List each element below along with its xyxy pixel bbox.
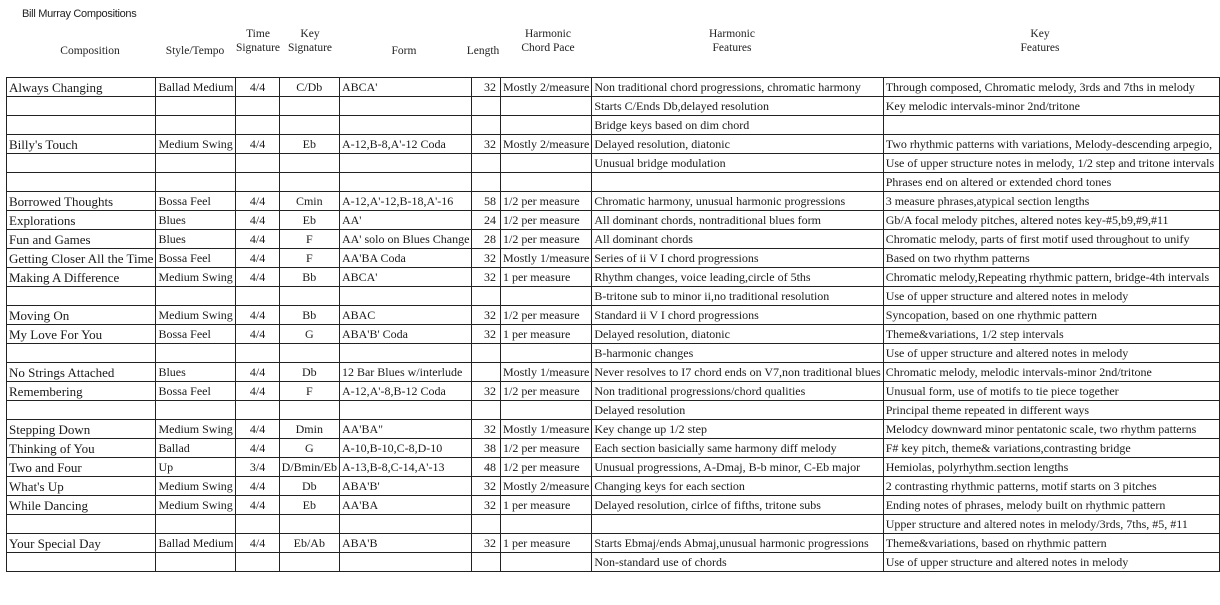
key-signature-cell: Bb [279,268,339,287]
style-tempo-cell [156,154,236,173]
style-tempo-cell [156,401,236,420]
chord-pace-cell: Mostly 1/measure [500,363,591,382]
form-cell: ABA'B [339,534,472,553]
header-chord-pace: Harmonic Chord Pace [521,28,575,54]
time-signature-cell: 4/4 [236,439,279,458]
composition-cell: Stepping Down [7,420,156,439]
header-style-tempo: Style/Tempo [165,45,225,57]
key-signature-cell: D/Bmin/Eb [279,458,339,477]
form-cell: ABA'B' [339,477,472,496]
key-features-cell: Chromatic melody, melodic intervals-minor 2nd/tritone [883,363,1219,382]
time-signature-cell: 4/4 [236,382,279,401]
style-tempo-cell: Bossa Feel [156,382,236,401]
length-cell: 32 [472,268,501,287]
key-signature-cell [279,173,339,192]
table-row [7,249,1220,268]
document-title: Bill Murray Compositions [22,8,137,20]
header-time-signature: Time Signature [235,28,281,54]
harmonic-features-cell: Unusual bridge modulation [592,154,883,173]
composition-cell [7,173,156,192]
harmonic-features-cell: Each section basicially same harmony diff melody [592,439,883,458]
style-tempo-cell [156,97,236,116]
composition-cell: Always Changing [7,78,156,97]
harmonic-features-cell: Delayed resolution [592,401,883,420]
length-cell: 32 [472,135,501,154]
chord-pace-cell [500,97,591,116]
form-cell [339,401,472,420]
table-row [7,135,1220,154]
table-row [7,230,1220,249]
time-signature-cell: 4/4 [236,230,279,249]
key-signature-cell [279,344,339,363]
style-tempo-cell: Medium Swing [156,496,236,515]
style-tempo-cell: Blues [156,211,236,230]
key-signature-cell [279,287,339,306]
form-cell [339,154,472,173]
header-key-signature: Key Signature [287,28,333,54]
chord-pace-cell: 1/2 per measure [500,439,591,458]
time-signature-cell: 4/4 [236,249,279,268]
key-signature-cell: G [279,325,339,344]
key-signature-cell: Db [279,477,339,496]
composition-cell: Explorations [7,211,156,230]
time-signature-cell [236,515,279,534]
harmonic-features-cell: B-harmonic changes [592,344,883,363]
table-row [7,287,1220,306]
form-cell: AA'BA [339,496,472,515]
key-features-cell: Through composed, Chromatic melody, 3rds and 7ths in melody [883,78,1219,97]
form-cell: ABCA' [339,78,472,97]
table-row [7,496,1220,515]
length-cell [472,553,501,572]
form-cell: 12 Bar Blues w/interlude [339,363,472,382]
key-features-cell: Chromatic melody,Repeating rhythmic pattern, bridge-4th intervals [883,268,1219,287]
composition-cell [7,154,156,173]
key-signature-cell [279,401,339,420]
composition-cell: Moving On [7,306,156,325]
form-cell: ABCA' [339,268,472,287]
chord-pace-cell: Mostly 2/measure [500,78,591,97]
style-tempo-cell [156,287,236,306]
harmonic-features-cell: All dominant chords [592,230,883,249]
style-tempo-cell: Medium Swing [156,306,236,325]
harmonic-features-cell: Starts Ebmaj/ends Abmaj,unusual harmonic progressions [592,534,883,553]
length-cell: 32 [472,382,501,401]
time-signature-cell: 4/4 [236,496,279,515]
harmonic-features-cell: Bridge keys based on dim chord [592,116,883,135]
chord-pace-cell: 1/2 per measure [500,192,591,211]
key-features-cell: Two rhythmic patterns with variations, Melody-descending arpegio, [883,135,1219,154]
table-row [7,458,1220,477]
style-tempo-cell: Bossa Feel [156,192,236,211]
length-cell [472,363,501,382]
harmonic-features-cell: Key change up 1/2 step [592,420,883,439]
chord-pace-cell: 1 per measure [500,268,591,287]
composition-cell [7,97,156,116]
style-tempo-cell [156,344,236,363]
chord-pace-cell: 1/2 per measure [500,382,591,401]
length-cell: 58 [472,192,501,211]
key-features-cell: Principal theme repeated in different ways [883,401,1219,420]
key-features-cell: Key melodic intervals-minor 2nd/tritone [883,97,1219,116]
form-cell: ABAC [339,306,472,325]
composition-cell: Borrowed Thoughts [7,192,156,211]
chord-pace-cell: 1/2 per measure [500,306,591,325]
form-cell: AA'BA" [339,420,472,439]
header-key-features: Key Features [1020,28,1060,54]
length-cell: 32 [472,249,501,268]
time-signature-cell: 3/4 [236,458,279,477]
time-signature-cell: 4/4 [236,534,279,553]
composition-cell [7,287,156,306]
table-row [7,363,1220,382]
harmonic-features-cell: Starts C/Ends Db,delayed resolution [592,97,883,116]
harmonic-features-cell: Non-standard use of chords [592,553,883,572]
chord-pace-cell [500,344,591,363]
length-cell [472,287,501,306]
chord-pace-cell: Mostly 1/measure [500,249,591,268]
harmonic-features-cell: Chromatic harmony, unusual harmonic progressions [592,192,883,211]
length-cell [472,344,501,363]
chord-pace-cell: Mostly 2/measure [500,135,591,154]
form-cell [339,553,472,572]
key-features-cell: Syncopation, based on one rhythmic pattern [883,306,1219,325]
composition-cell: Two and Four [7,458,156,477]
harmonic-features-cell: Standard ii V I chord progressions [592,306,883,325]
chord-pace-cell [500,287,591,306]
key-signature-cell: C/Db [279,78,339,97]
harmonic-features-cell [592,515,883,534]
style-tempo-cell: Bossa Feel [156,325,236,344]
chord-pace-cell [500,401,591,420]
table-row [7,534,1220,553]
time-signature-cell [236,287,279,306]
composition-cell: My Love For You [7,325,156,344]
form-cell: A-13,B-8,C-14,A'-13 [339,458,472,477]
key-signature-cell: Bb [279,306,339,325]
key-features-cell: Ending notes of phrases, melody built on rhythmic pattern [883,496,1219,515]
form-cell [339,97,472,116]
composition-cell [7,344,156,363]
composition-cell: No Strings Attached [7,363,156,382]
time-signature-cell: 4/4 [236,135,279,154]
key-features-cell: Use of upper structure and altered notes in melody [883,344,1219,363]
time-signature-cell [236,173,279,192]
key-signature-cell: G [279,439,339,458]
time-signature-cell [236,154,279,173]
form-cell: AA' solo on Blues Change [339,230,472,249]
time-signature-cell: 4/4 [236,363,279,382]
key-signature-cell: Eb [279,496,339,515]
style-tempo-cell [156,553,236,572]
key-signature-cell [279,97,339,116]
form-cell: A-12,A'-12,B-18,A'-16 [339,192,472,211]
time-signature-cell: 4/4 [236,268,279,287]
length-cell: 32 [472,477,501,496]
key-signature-cell: Eb/Ab [279,534,339,553]
compositions-table [6,77,1220,572]
key-signature-cell: F [279,382,339,401]
key-features-cell: Use of upper structure and altered notes in melody [883,553,1219,572]
length-cell [472,116,501,135]
length-cell: 38 [472,439,501,458]
harmonic-features-cell: All dominant chords, nontraditional blues form [592,211,883,230]
key-signature-cell [279,515,339,534]
table-row [7,553,1220,572]
key-signature-cell [279,553,339,572]
table-row [7,154,1220,173]
table-row [7,325,1220,344]
table-row [7,344,1220,363]
harmonic-features-cell: Rhythm changes, voice leading,circle of 5ths [592,268,883,287]
key-features-cell: Phrases end on altered or extended chord tones [883,173,1219,192]
key-features-cell: Melodcy downward minor pentatonic scale, two rhythm patterns [883,420,1219,439]
harmonic-features-cell: Delayed resolution, diatonic [592,135,883,154]
key-features-cell: Unusual form, use of motifs to tie piece together [883,382,1219,401]
composition-cell: What's Up [7,477,156,496]
chord-pace-cell: 1/2 per measure [500,458,591,477]
composition-cell: Thinking of You [7,439,156,458]
form-cell [339,116,472,135]
key-signature-cell: Db [279,363,339,382]
chord-pace-cell [500,515,591,534]
composition-cell: Getting Closer All the Time [7,249,156,268]
chord-pace-cell: 1 per measure [500,496,591,515]
form-cell [339,515,472,534]
key-features-cell: 2 contrasting rhythmic patterns, motif starts on 3 pitches [883,477,1219,496]
table-row [7,420,1220,439]
form-cell: AA' [339,211,472,230]
chord-pace-cell: 1 per measure [500,534,591,553]
length-cell: 32 [472,325,501,344]
form-cell [339,344,472,363]
time-signature-cell [236,401,279,420]
composition-cell [7,401,156,420]
table-row [7,306,1220,325]
chord-pace-cell [500,116,591,135]
style-tempo-cell: Bossa Feel [156,249,236,268]
chord-pace-cell [500,173,591,192]
harmonic-features-cell [592,173,883,192]
key-signature-cell [279,154,339,173]
header-length: Length [466,45,500,57]
composition-cell [7,515,156,534]
header-form: Form [391,45,417,57]
length-cell: 32 [472,306,501,325]
style-tempo-cell [156,116,236,135]
table-row [7,401,1220,420]
chord-pace-cell: 1 per measure [500,325,591,344]
table-row [7,382,1220,401]
key-features-cell: Upper structure and altered notes in melody/3rds, 7ths, #5, #11 [883,515,1219,534]
length-cell: 28 [472,230,501,249]
chord-pace-cell: 1/2 per measure [500,211,591,230]
time-signature-cell [236,116,279,135]
key-features-cell: Chromatic melody, parts of first motif used throughout to unify [883,230,1219,249]
harmonic-features-cell: Unusual progressions, A-Dmaj, B-b minor, C-Eb major [592,458,883,477]
style-tempo-cell: Up [156,458,236,477]
key-signature-cell: F [279,249,339,268]
key-features-cell: 3 measure phrases,atypical section lengths [883,192,1219,211]
composition-cell: Fun and Games [7,230,156,249]
style-tempo-cell [156,173,236,192]
table-row [7,97,1220,116]
style-tempo-cell [156,515,236,534]
length-cell [472,515,501,534]
key-signature-cell: Eb [279,211,339,230]
style-tempo-cell: Medium Swing [156,420,236,439]
composition-cell: Making A Difference [7,268,156,287]
header-composition: Composition [60,45,120,57]
length-cell: 32 [472,420,501,439]
table-row [7,268,1220,287]
table-row [7,211,1220,230]
header-harmonic-features: Harmonic Features [709,28,755,54]
key-features-cell: F# key pitch, theme& variations,contrasting bridge [883,439,1219,458]
harmonic-features-cell: Non traditional chord progressions, chromatic harmony [592,78,883,97]
table-row [7,515,1220,534]
table-row [7,192,1220,211]
time-signature-cell: 4/4 [236,78,279,97]
key-signature-cell: Cmin [279,192,339,211]
key-features-cell: Use of upper structure and altered notes in melody [883,287,1219,306]
harmonic-features-cell: Non traditional progressions/chord qualities [592,382,883,401]
chord-pace-cell: Mostly 2/measure [500,477,591,496]
style-tempo-cell: Medium Swing [156,268,236,287]
chord-pace-cell [500,154,591,173]
style-tempo-cell: Ballad Medium [156,534,236,553]
key-signature-cell: F [279,230,339,249]
composition-cell: While Dancing [7,496,156,515]
length-cell: 32 [472,534,501,553]
time-signature-cell [236,97,279,116]
time-signature-cell [236,553,279,572]
length-cell [472,173,501,192]
time-signature-cell: 4/4 [236,477,279,496]
style-tempo-cell: Medium Swing [156,477,236,496]
length-cell: 24 [472,211,501,230]
harmonic-features-cell: Delayed resolution, diatonic [592,325,883,344]
form-cell: ABA'B' Coda [339,325,472,344]
composition-cell: Remembering [7,382,156,401]
harmonic-features-cell: Series of ii V I chord progressions [592,249,883,268]
chord-pace-cell: Mostly 1/measure [500,420,591,439]
key-features-cell: Theme&variations, based on rhythmic pattern [883,534,1219,553]
time-signature-cell: 4/4 [236,325,279,344]
length-cell: 48 [472,458,501,477]
time-signature-cell: 4/4 [236,211,279,230]
length-cell: 32 [472,496,501,515]
table-row [7,439,1220,458]
key-features-cell [883,116,1219,135]
key-signature-cell [279,116,339,135]
style-tempo-cell: Blues [156,363,236,382]
table-row [7,116,1220,135]
time-signature-cell: 4/4 [236,192,279,211]
table-row [7,78,1220,97]
style-tempo-cell: Medium Swing [156,135,236,154]
key-features-cell: Based on two rhythm patterns [883,249,1219,268]
key-signature-cell: Eb [279,135,339,154]
style-tempo-cell: Blues [156,230,236,249]
form-cell: A-12,B-8,A'-12 Coda [339,135,472,154]
key-features-cell: Hemiolas, polyrhythm.section lengths [883,458,1219,477]
length-cell [472,154,501,173]
composition-cell [7,116,156,135]
harmonic-features-cell: Changing keys for each section [592,477,883,496]
time-signature-cell [236,344,279,363]
harmonic-features-cell: Delayed resolution, cirlce of fifths, tritone subs [592,496,883,515]
table-row [7,477,1220,496]
composition-cell: Billy's Touch [7,135,156,154]
form-cell: A-12,A'-8,B-12 Coda [339,382,472,401]
key-features-cell: Gb/A focal melody pitches, altered notes key-#5,b9,#9,#11 [883,211,1219,230]
chord-pace-cell [500,553,591,572]
style-tempo-cell: Ballad Medium [156,78,236,97]
table-row [7,173,1220,192]
length-cell: 32 [472,78,501,97]
length-cell [472,97,501,116]
form-cell: AA'BA Coda [339,249,472,268]
chord-pace-cell: 1/2 per measure [500,230,591,249]
composition-cell: Your Special Day [7,534,156,553]
key-signature-cell: Dmin [279,420,339,439]
form-cell: A-10,B-10,C-8,D-10 [339,439,472,458]
length-cell [472,401,501,420]
harmonic-features-cell: Never resolves to I7 chord ends on V7,non traditional blues [592,363,883,382]
form-cell [339,287,472,306]
style-tempo-cell: Ballad [156,439,236,458]
harmonic-features-cell: B-tritone sub to minor ii,no traditional resolution [592,287,883,306]
key-features-cell: Theme&variations, 1/2 step intervals [883,325,1219,344]
time-signature-cell: 4/4 [236,306,279,325]
key-features-cell: Use of upper structure notes in melody, 1/2 step and tritone intervals [883,154,1219,173]
composition-cell [7,553,156,572]
form-cell [339,173,472,192]
time-signature-cell: 4/4 [236,420,279,439]
